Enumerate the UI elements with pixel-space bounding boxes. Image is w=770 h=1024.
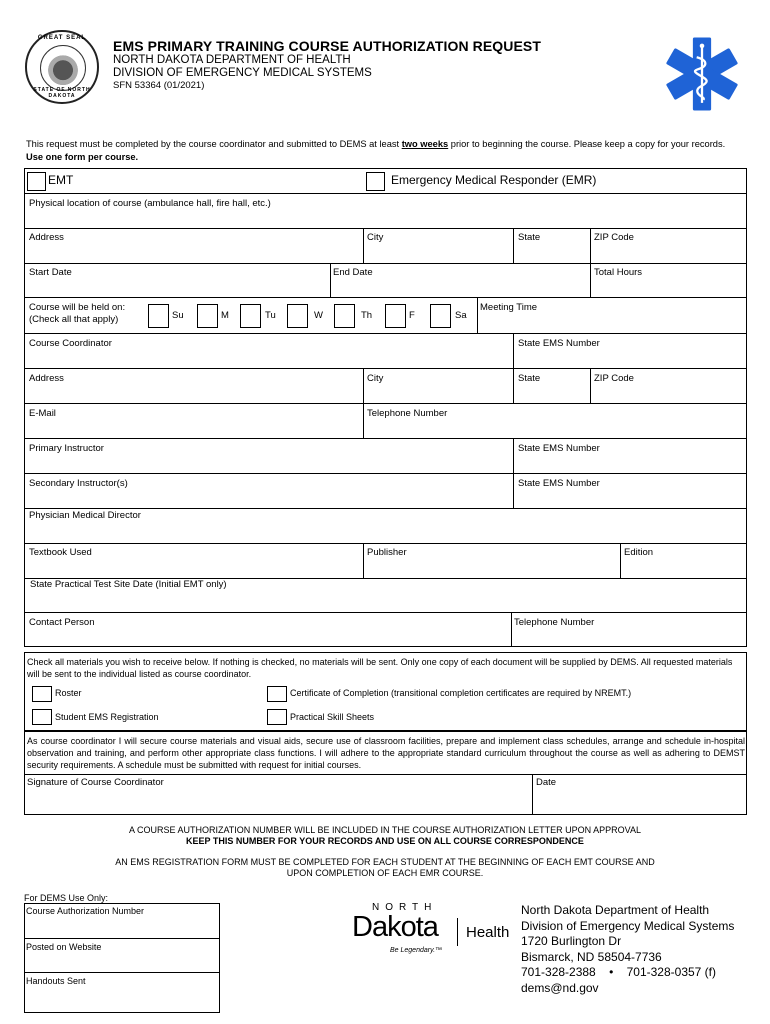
contact-division: Division of Emergency Medical Systems <box>521 918 735 933</box>
skill-sheets-checkbox[interactable] <box>267 709 287 725</box>
certificate-label: Certificate of Completion (transitional completion certificates are required by NREMT.) <box>290 688 632 698</box>
contact-person-field[interactable]: Contact Person <box>29 617 95 628</box>
textbook-field[interactable]: Textbook Used <box>29 547 92 558</box>
held-on-hint: (Check all that apply) <box>29 314 119 325</box>
dems-use-heading: For DEMS Use Only: <box>24 893 109 903</box>
day-checkbox-tu[interactable] <box>240 304 261 328</box>
agreement-text: As course coordinator I will secure course materials and visual aids, secure use of classroom facilities, prepare and implement class schedules, arrange and schedule in-hospital observation and training, and perform other appropriate class functions. I will adhere to the appropriate standard curriculum throughout the course as well as adhering to DEMST security requirements. A schedule must be submitted with request for initial courses. <box>27 736 745 770</box>
keep-number-note: KEEP THIS NUMBER FOR YOUR RECORDS AND USE ON ALL COURSE CORRESPONDENCE <box>186 836 584 846</box>
roster-label: Roster <box>55 688 82 698</box>
contact-city: Bismarck, ND 58504-7736 <box>521 949 662 964</box>
intro-emphasis: two weeks <box>401 139 449 149</box>
state-field[interactable]: State <box>518 232 541 243</box>
student-registration-checkbox[interactable] <box>32 709 52 725</box>
emr-checkbox[interactable] <box>366 172 385 191</box>
email-field[interactable]: E-Mail <box>29 408 56 419</box>
intro-text-2: prior to beginning the course. Please keep a copy for your records. <box>448 139 726 149</box>
intro-paragraph <box>26 138 736 164</box>
contact-street: 1720 Burlington Dr <box>521 934 622 948</box>
dems-use-box <box>24 903 220 1013</box>
emt-checkbox[interactable] <box>27 172 46 191</box>
state-seal-logo <box>25 30 99 104</box>
contact-address <box>521 903 734 996</box>
date-field[interactable]: Date <box>536 777 557 788</box>
emr-label: Emergency Medical Responder (EMR) <box>391 173 597 187</box>
edition-field[interactable]: Edition <box>624 547 654 558</box>
intro-text: This request must be completed by the course coordinator and submitted to DEMS at least <box>26 139 402 149</box>
end-date-field[interactable]: End Date <box>333 267 373 278</box>
day-label-sa: Sa <box>455 310 467 321</box>
address-field[interactable]: Address <box>29 232 64 243</box>
physician-medical-director-field[interactable]: Physician Medical Director <box>29 510 141 521</box>
roster-checkbox[interactable] <box>32 686 52 702</box>
course-coordinator-field[interactable]: Course Coordinator <box>29 338 112 349</box>
day-label-f: F <box>409 310 415 321</box>
day-label-tu: Tu <box>265 310 276 321</box>
intro-bold-text: Use one form per course. <box>26 152 139 162</box>
logo-tagline: Be Legendary.™ <box>390 947 443 954</box>
contact-email[interactable]: dems@nd.gov <box>521 980 599 995</box>
contact-telephone-field[interactable]: Telephone Number <box>514 617 595 628</box>
logo-divider <box>457 918 458 946</box>
emt-label: EMT <box>48 173 74 187</box>
primary-instructor-ems-number-field[interactable]: State EMS Number <box>518 443 600 454</box>
star-of-life-icon <box>664 36 740 112</box>
publisher-field[interactable]: Publisher <box>367 547 407 558</box>
department-name: NORTH DAKOTA DEPARTMENT OF HEALTH <box>113 54 351 66</box>
coordinator-city-field[interactable]: City <box>367 373 384 384</box>
registration-note-1: AN EMS REGISTRATION FORM MUST BE COMPLETED FOR EACH STUDENT AT THE BEGINNING OF EACH EMT COURSE AND <box>115 857 655 867</box>
logo-north-text: NORTH <box>372 902 438 913</box>
coordinator-zip-field[interactable]: ZIP Code <box>594 373 634 384</box>
registration-note-2: UPON COMPLETION OF EACH EMR COURSE. <box>286 868 484 878</box>
seal-bottom-text: STATE OF NORTH DAKOTA <box>33 87 91 99</box>
logo-health-text: Health <box>466 924 510 941</box>
day-checkbox-w[interactable] <box>287 304 308 328</box>
authorization-number-field[interactable]: Course Authorization Number <box>26 906 145 916</box>
day-label-m: M <box>221 310 229 321</box>
student-registration-label: Student EMS Registration <box>55 712 159 722</box>
day-checkbox-su[interactable] <box>148 304 169 328</box>
form-title: EMS PRIMARY TRAINING COURSE AUTHORIZATION REQUEST <box>113 38 542 54</box>
day-checkbox-th[interactable] <box>334 304 355 328</box>
telephone-field[interactable]: Telephone Number <box>367 408 448 419</box>
held-on-label <box>29 302 125 326</box>
secondary-instructor-field[interactable]: Secondary Instructor(s) <box>29 478 128 489</box>
day-label-th: Th <box>361 310 373 321</box>
contact-org: North Dakota Department of Health <box>521 903 710 917</box>
coordinator-state-field[interactable]: State <box>518 373 541 384</box>
day-label-w: W <box>314 310 323 321</box>
city-field[interactable]: City <box>367 232 384 243</box>
logo-dakota-text: Dakota <box>352 911 438 943</box>
held-on-text: Course will be held on: <box>29 302 126 313</box>
certificate-checkbox[interactable] <box>267 686 287 702</box>
posted-on-website-field[interactable]: Posted on Website <box>26 942 102 952</box>
start-date-field[interactable]: Start Date <box>29 267 72 278</box>
division-name: DIVISION OF EMERGENCY MEDICAL SYSTEMS <box>113 67 372 79</box>
coordinator-ems-number-field[interactable]: State EMS Number <box>518 338 600 349</box>
materials-instructions: Check all materials you wish to receive below. If nothing is checked, no materials will be sent. Only one copy of each document will be supplied by DEMS. All requested materials will be sent to the individual listed as course coordinator. <box>27 657 733 679</box>
form-number: SFN 53364 (01/2021) <box>113 80 205 91</box>
skill-sheets-label: Practical Skill Sheets <box>290 712 375 722</box>
coordinator-address-field[interactable]: Address <box>29 373 64 384</box>
contact-phones: 701-328-2388 • 701-328-0357 (f) <box>521 965 716 979</box>
day-label-su: Su <box>172 310 184 321</box>
physical-location-field[interactable]: Physical location of course (ambulance hall, fire hall, etc.) <box>29 198 271 209</box>
seal-emblem <box>40 45 86 91</box>
total-hours-field[interactable]: Total Hours <box>594 267 643 278</box>
meeting-time-field[interactable]: Meeting Time <box>480 302 538 313</box>
seal-top-text: GREAT SEAL <box>37 35 87 41</box>
practical-test-date-field[interactable]: State Practical Test Site Date (Initial EMT only) <box>30 579 227 590</box>
signature-field[interactable]: Signature of Course Coordinator <box>27 777 164 788</box>
day-checkbox-sa[interactable] <box>430 304 451 328</box>
primary-instructor-field[interactable]: Primary Instructor <box>29 443 104 454</box>
authorization-note: A COURSE AUTHORIZATION NUMBER WILL BE INCLUDED IN THE COURSE AUTHORIZATION LETTER UPON APPROVAL <box>128 825 642 835</box>
day-checkbox-f[interactable] <box>385 304 406 328</box>
day-checkbox-m[interactable] <box>197 304 218 328</box>
handouts-sent-field[interactable]: Handouts Sent <box>26 976 86 986</box>
secondary-instructor-ems-number-field[interactable]: State EMS Number <box>518 478 600 489</box>
zip-code-field[interactable]: ZIP Code <box>594 232 634 243</box>
